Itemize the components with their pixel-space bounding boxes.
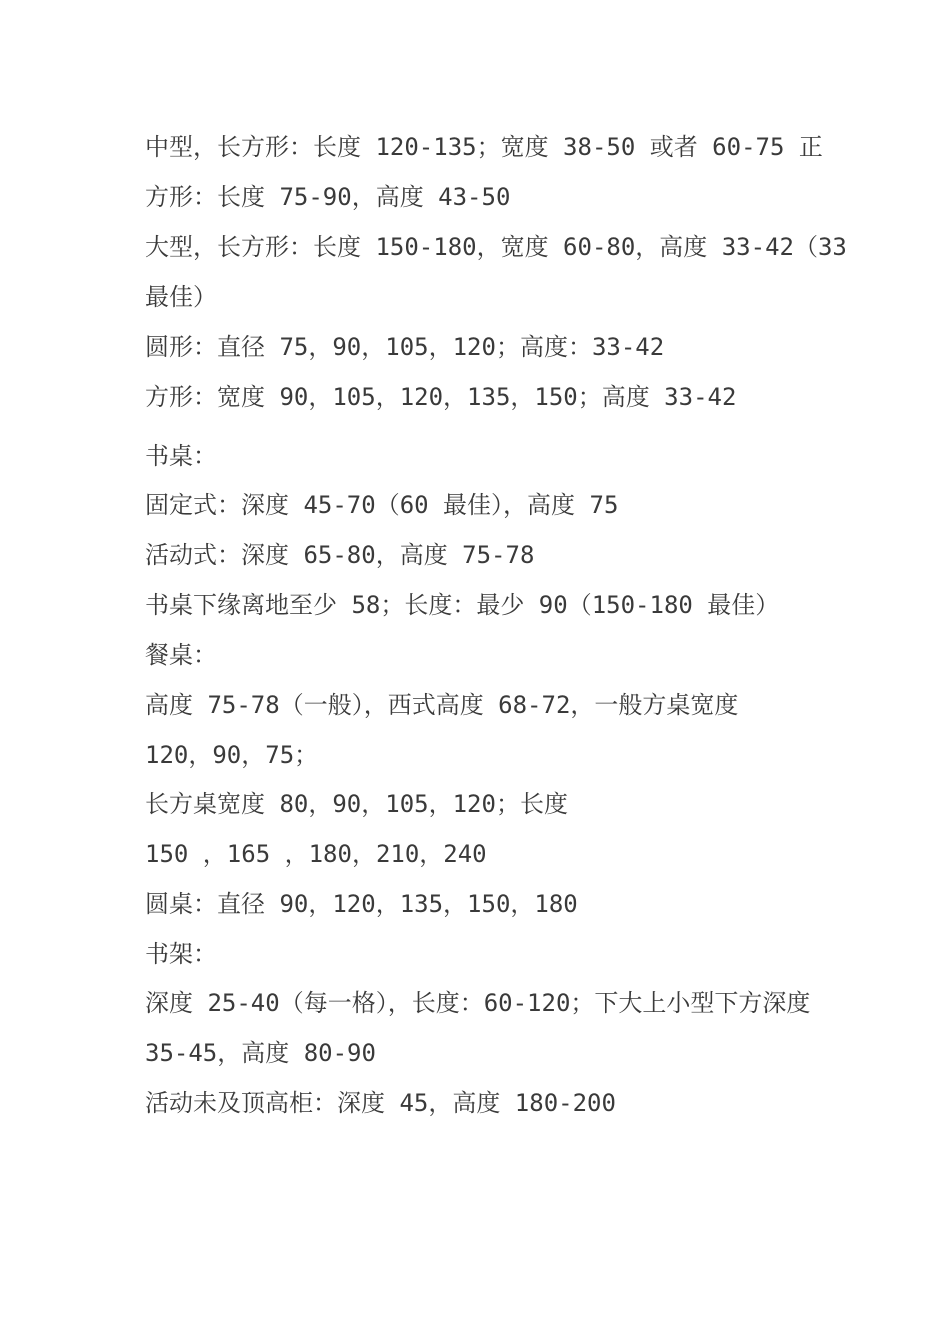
text-line-best-note: 最佳） bbox=[145, 283, 217, 311]
text-line-rectangle-table-width: 长方桌宽度 80，90，105，120；长度 bbox=[145, 790, 568, 818]
section-heading-bookshelf: 书架： bbox=[145, 940, 217, 968]
text-line-dining-height: 高度 75-78（一般），西式高度 68-72，一般方桌宽度 bbox=[145, 691, 739, 719]
section-heading-dining-table: 餐桌： bbox=[145, 641, 217, 669]
text-line-square: 方形：长度 75-90，高度 43-50 bbox=[145, 183, 511, 211]
text-line-round-table: 圆桌：直径 90，120，135，150，180 bbox=[145, 890, 578, 918]
text-line-round: 圆形：直径 75，90，105，120；高度：33-42 bbox=[145, 333, 665, 361]
section-heading-desk: 书桌： bbox=[145, 442, 217, 470]
text-line-fixed-desk: 固定式：深度 45-70（60 最佳），高度 75 bbox=[145, 491, 619, 519]
text-line-square-table-widths: 120，90，75； bbox=[145, 741, 319, 769]
text-line-large-rectangle: 大型，长方形：长度 150-180，宽度 60-80，高度 33-42（33 bbox=[145, 233, 847, 261]
text-line-medium-rectangle: 中型，长方形：长度 120-135；宽度 38-50 或者 60-75 正 bbox=[145, 133, 823, 161]
text-line-bookshelf-height: 35-45，高度 80-90 bbox=[145, 1039, 376, 1067]
text-line-movable-desk: 活动式：深度 65-80，高度 75-78 bbox=[145, 541, 535, 569]
text-line-tall-cabinet: 活动未及顶高柜：深度 45，高度 180-200 bbox=[145, 1089, 616, 1117]
text-line-bookshelf-depth: 深度 25-40（每一格），长度：60-120；下大上小型下方深度 bbox=[145, 989, 811, 1017]
text-line-desk-clearance: 书桌下缘离地至少 58；长度：最少 90（150-180 最佳） bbox=[145, 591, 780, 619]
text-line-rectangle-table-lengths: 150 ，165 ，180，210，240 bbox=[145, 840, 487, 868]
text-line-square-width: 方形：宽度 90，105，120，135，150；高度 33-42 bbox=[145, 383, 737, 411]
